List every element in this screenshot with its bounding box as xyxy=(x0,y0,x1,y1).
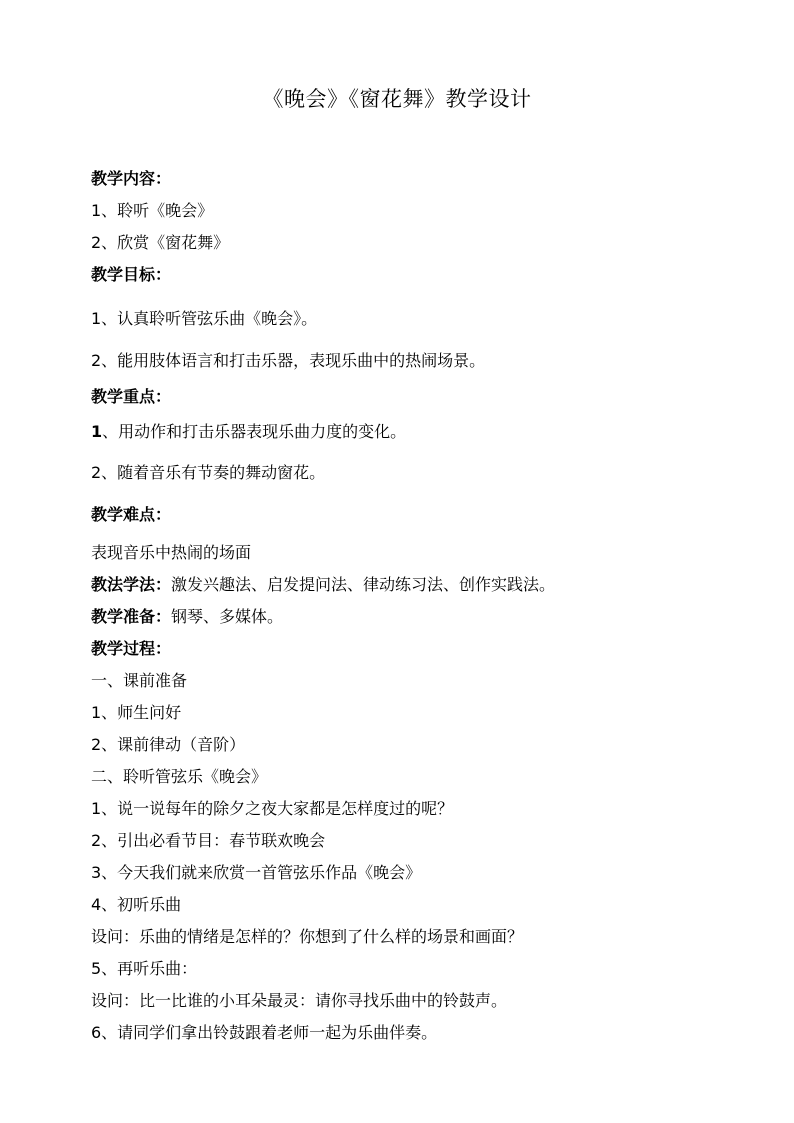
process-substep xyxy=(91,733,245,757)
process-step-1 xyxy=(91,669,187,693)
content-item-1 xyxy=(91,199,213,223)
keypoint-item-1 xyxy=(91,420,406,444)
line-label: 教学准备： xyxy=(91,607,172,626)
section-heading-difficulties xyxy=(91,503,171,527)
line-label: 教法学法： xyxy=(91,575,172,594)
document-title: 《晚会》《窗花舞》教学设计 xyxy=(262,87,532,111)
line-text: 2、课前律动（音阶） xyxy=(91,735,246,754)
line-text: 二、聆听管弦乐《晚会》 xyxy=(91,767,268,786)
line-text: 、用动作和打击乐器表现乐曲力度的变化。 xyxy=(102,422,407,441)
process-substep xyxy=(91,861,421,885)
line-text: 1、说一说每年的除夕之夜大家都是怎样度过的呢？ xyxy=(91,799,454,818)
line-label: 1 xyxy=(91,422,103,441)
objective-item-1 xyxy=(91,307,317,331)
keypoint-item-2 xyxy=(91,461,325,485)
section-heading-objectives xyxy=(91,263,171,287)
process-substep xyxy=(91,829,325,853)
line-text: 表现音乐中热闹的场面 xyxy=(91,543,252,562)
line-text: 2、引出必看节目：春节联欢晚会 xyxy=(91,831,326,850)
line-text: 钢琴、多媒体。 xyxy=(171,607,284,626)
preparation-line xyxy=(91,605,283,629)
line-text: 5、再听乐曲： xyxy=(91,959,198,978)
line-text: 设问：比一比谁的小耳朵最灵：请你寻找乐曲中的铃鼓声。 xyxy=(91,991,508,1010)
line-text: 6、请同学们拿出铃鼓跟着老师一起为乐曲伴奏。 xyxy=(91,1023,438,1042)
line-text: 2、能用肢体语言和打击乐器，表现乐曲中的热闹场景。 xyxy=(91,351,486,370)
process-substep xyxy=(91,701,181,725)
process-question xyxy=(91,989,507,1013)
line-text: 2、欣赏《窗花舞》 xyxy=(91,233,230,252)
line-label: 教学内容： xyxy=(91,169,172,188)
process-substep xyxy=(91,893,181,917)
line-text: 1、聆听《晚会》 xyxy=(91,201,214,220)
process-step-2 xyxy=(91,765,267,789)
line-text: 设问：乐曲的情绪是怎样的？你想到了什么样的场景和画面？ xyxy=(91,927,524,946)
line-label: 教学过程： xyxy=(91,639,172,658)
line-label: 教学目标： xyxy=(91,265,172,284)
methods-line xyxy=(91,573,555,597)
line-text: 激发兴趣法、启发提问法、律动练习法、创作实践法。 xyxy=(171,575,556,594)
line-label: 教学重点： xyxy=(91,387,172,406)
difficulty-item xyxy=(91,541,251,565)
objective-item-2 xyxy=(91,349,485,373)
process-question xyxy=(91,925,523,949)
line-text: 2、随着音乐有节奏的舞动窗花。 xyxy=(91,463,326,482)
process-substep xyxy=(91,797,453,821)
process-substep xyxy=(91,1021,437,1045)
line-text: 3、今天我们就来欣赏一首管弦乐作品《晚会》 xyxy=(91,863,422,882)
line-text: 1、师生问好 xyxy=(91,703,182,722)
process-substep xyxy=(91,957,197,981)
section-heading-process xyxy=(91,637,171,661)
content-item-2 xyxy=(91,231,229,255)
section-heading-keypoints xyxy=(91,385,171,409)
section-heading-content xyxy=(91,167,171,191)
line-text: 一、课前准备 xyxy=(91,671,188,690)
line-text: 4、初听乐曲 xyxy=(91,895,182,914)
line-text: 1、认真聆听管弦乐曲《晚会》。 xyxy=(91,309,318,328)
line-label: 教学难点： xyxy=(91,505,172,524)
